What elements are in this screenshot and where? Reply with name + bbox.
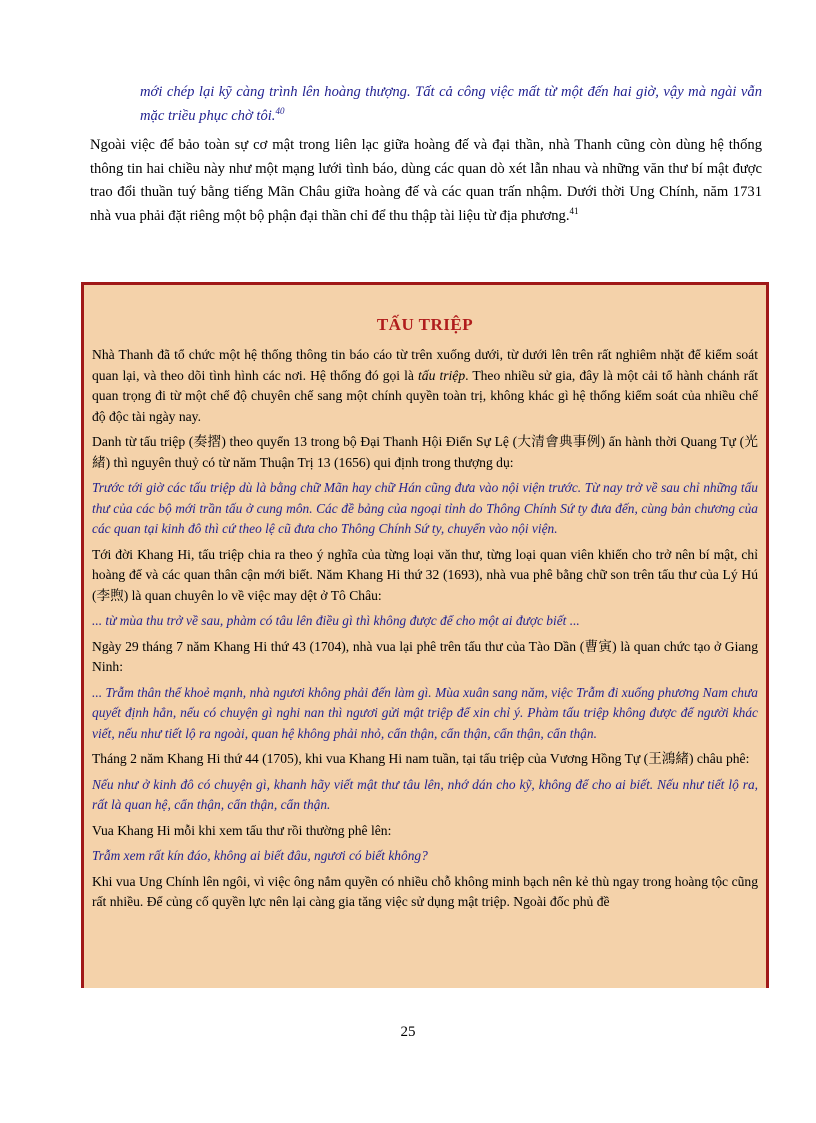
body-text bbox=[90, 80, 762, 228]
sidebar-title: TẤU TRIỆP bbox=[376, 315, 474, 334]
sidebar-quote-5: Trẫm xem rất kín đáo, không ai biết đâu, ngươi có biết không? bbox=[92, 848, 428, 863]
sidebar-paragraph-7: Khi vua Ung Chính lên ngôi, vì việc ông nắm quyền có nhiều chỗ không minh bạch nên kẻ thù ngay trong hoàng tộc cũng rất nhiều. Để củng cố quyền lực nên lại càng gia tăng việc sử dụng mật triệp. Ngoài đốc phủ đề bbox=[92, 873, 758, 909]
paragraph-text: Ngoài việc để bảo toàn sự cơ mật trong liên lạc giữa hoàng đế và đại thần, nhà Thanh cũng còn dùng hệ thống thông tin hai chiều này như một mạng lưới tình báo, dùng các quan dò xét lẫn nhau và những văn thư bí mật được trao đổi thuần tuý bằng tiếng Mãn Châu giữa hoàng đế và các quan trấn nhậm. Dưới thời Ung Chính, năm 1731 nhà vua phải đặt riêng một bộ phận đại thần chỉ để thu thập tài liệu từ địa phương. bbox=[90, 137, 762, 224]
text-span: Nhà Thanh đã tổ chức một hệ thống thông tin báo cáo từ trên xuống dưới, từ dưới lên trên rất nghiêm nhặt để kiểm soát quan lại, và theo dõi tình hình các nơi. Hệ thống đó gọi là bbox=[92, 347, 758, 383]
footnote-ref-40[interactable]: 40 bbox=[275, 106, 285, 117]
footnote-ref-41[interactable]: 41 bbox=[569, 205, 579, 216]
sidebar-paragraph-5: Tháng 2 năm Khang Hi thứ 44 (1705), khi vua Khang Hi nam tuần, tại tấu triệp của Vương Hồng Tự (王鴻緒) châu phê: bbox=[92, 751, 750, 766]
quote-text: mới chép lại kỹ càng trình lên hoàng thượng. Tất cả công việc mất từ một đến hai giờ, vậy mà ngài vẫn mặc triều phục chờ tôi. bbox=[140, 84, 762, 124]
main-paragraph bbox=[90, 134, 762, 228]
term-italic: tấu triệp bbox=[418, 367, 466, 383]
sidebar-quote-4: Nếu như ở kinh đô có chuyện gì, khanh hãy viết mật thư tâu lên, nhớ dán cho kỹ, không để cho ai biết. Nếu như tiết lộ ra, rất là quan hệ, cẩn thận, cẩn thận, cẩn thận. bbox=[92, 776, 758, 812]
sidebar-paragraph-1 bbox=[92, 345, 758, 427]
sidebar-quote-2: ... từ mùa thu trở về sau, phàm có tâu lên điều gì thì không được để cho một ai được biết ... bbox=[92, 613, 580, 628]
sidebar-paragraph-6: Vua Khang Hi mỗi khi xem tấu thư rồi thường phê lên: bbox=[92, 822, 392, 838]
sidebar-quote-1: Trước tới giờ các tấu triệp dù là bằng chữ Mãn hay chữ Hán cũng đưa vào nội viện trước. Từ nay trở về sau chỉ những tấu thư của các bộ mới trần tấu ở cung môn. Các đề bảng của ngoại tỉnh do Thông Chính Sứ ty đưa đến, cùng bản chương của các quan tại kinh đô thì cứ theo lệ cũ đưa cho Thông Chính Sứ ty, chuyển vào nội viện. bbox=[92, 480, 758, 536]
block-quote bbox=[140, 80, 762, 128]
sidebar-paragraph-3: Tới đời Khang Hi, tấu triệp chia ra theo ý nghĩa của từng loại văn thư, từng loại quan viên khiến cho trở nên bí mật, chỉ hoàng đế và các quan thân cận mới biết. Năm Khang Hi thứ 32 (1693), nhà vua phê bằng chữ son trên tấu thư của Lý Hú (李煦) là quan chuyên lo về việc may dệt ở Tô Châu: bbox=[92, 546, 758, 603]
sidebar-box bbox=[81, 282, 769, 988]
page-number: 25 bbox=[400, 1024, 416, 1040]
sidebar-paragraph-4: Ngày 29 tháng 7 năm Khang Hi thứ 43 (1704), nhà vua lại phê trên tấu thư của Tào Dần (曹寅) là quan chức tạo ở Giang Ninh: bbox=[92, 638, 758, 674]
sidebar-quote-3: ... Trẫm thân thể khoẻ mạnh, nhà ngươi không phải đến làm gì. Mùa xuân sang năm, việc Trẫm đi xuống phương Nam chưa quyết định hẳn, nếu có chuyện gì nghi nan thì ngươi gửi mật triệp để xin chỉ ý. Phàm tấu triệp không được để người khác viết, nếu như tiết lộ ra ngoài, quan hệ không phải nhỏ, cẩn thận, cẩn thận, cẩn thận, cẩn thận. bbox=[92, 684, 758, 741]
text-span: . Theo nhiều sử gia, đây là một cải tổ hành chánh rất quan trọng đi từ một chế độ chuyên chế sang một chính quyền toàn trị, không khác gì hệ thống kiểm soát của nhiều chế độ độc tài ngày nay. bbox=[92, 367, 758, 424]
sidebar-paragraph-2: Danh từ tấu triệp (奏摺) theo quyển 13 trong bộ Đại Thanh Hội Điển Sự Lệ (大清會典事例) ấn hành thời Quang Tự (光緒) thì nguyên thuỷ có từ năm Thuận Trị 13 (1656) qui định trong thượng dụ: bbox=[92, 434, 758, 470]
